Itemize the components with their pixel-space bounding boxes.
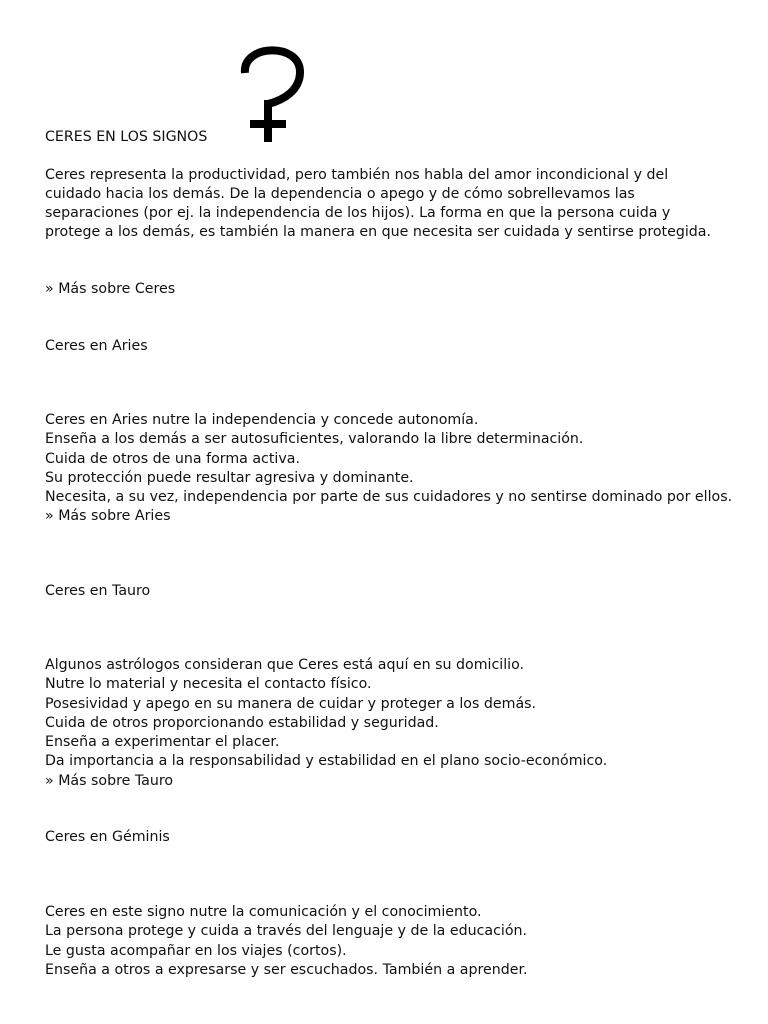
list-item: Cuida de otros proporcionando estabilidad y seguridad. — [45, 714, 439, 731]
list-item: Le gusta acompañar en los viajes (cortos). — [45, 942, 347, 959]
list-item: Algunos astrólogos consideran que Ceres está aquí en su domicilio. — [45, 657, 525, 673]
section-body-geminis — [45, 903, 735, 980]
section-heading-tauro: Ceres en Tauro — [45, 583, 151, 599]
list-item: La persona protege y cuida a través del lenguaje y de la educación. — [45, 923, 528, 940]
list-item: Ceres en Aries nutre la independencia y concede autonomía. — [45, 412, 479, 428]
list-item: Su protección puede resultar agresiva y dominante. — [45, 469, 414, 486]
list-item: Necesita, a su vez, independencia por parte de sus cuidadores y no sentirse dominado por ellos. — [45, 489, 733, 506]
list-item: Ceres en este signo nutre la comunicación y el conocimiento. — [45, 904, 482, 920]
aries-more-link[interactable]: » Más sobre Aries — [45, 508, 171, 525]
list-item: Posesividad y apego en su manera de cuidar y proteger a los demás. — [45, 695, 537, 712]
section-heading-aries: Ceres en Aries — [45, 338, 148, 354]
intro-more-link[interactable]: » Más sobre Ceres — [45, 281, 176, 297]
section-body-tauro — [45, 656, 735, 791]
list-item: Nutre lo material y necesita el contacto físico. — [45, 676, 372, 693]
ceres-symbol-icon — [238, 46, 306, 144]
section-heading-geminis: Ceres en Géminis — [45, 829, 170, 845]
section-body-aries — [45, 411, 735, 527]
page-title: CERES EN LOS SIGNOS — [45, 129, 208, 145]
intro-paragraph: Ceres representa la productividad, pero también nos habla del amor incondicional y del cuidado hacia los demás. De la dependencia o apego y de cómo sobrellevamos las separaciones (por ej. la independencia de los hijos). La forma en que la persona cuida y protege a los demás, es también la manera en que necesita ser cuidada y sentirse protegida. — [45, 167, 711, 240]
list-item: Da importancia a la responsabilidad y estabilidad en el plano socio-económico. — [45, 753, 608, 770]
list-item: Enseña a otros a expresarse y ser escuchados. También a aprender. — [45, 961, 528, 978]
list-item: Enseña a los demás a ser autosuficientes, valorando la libre determinación. — [45, 431, 584, 448]
tauro-more-link[interactable]: » Más sobre Tauro — [45, 772, 174, 789]
list-item: Enseña a experimentar el placer. — [45, 734, 280, 751]
list-item: Cuida de otros de una forma activa. — [45, 450, 300, 467]
